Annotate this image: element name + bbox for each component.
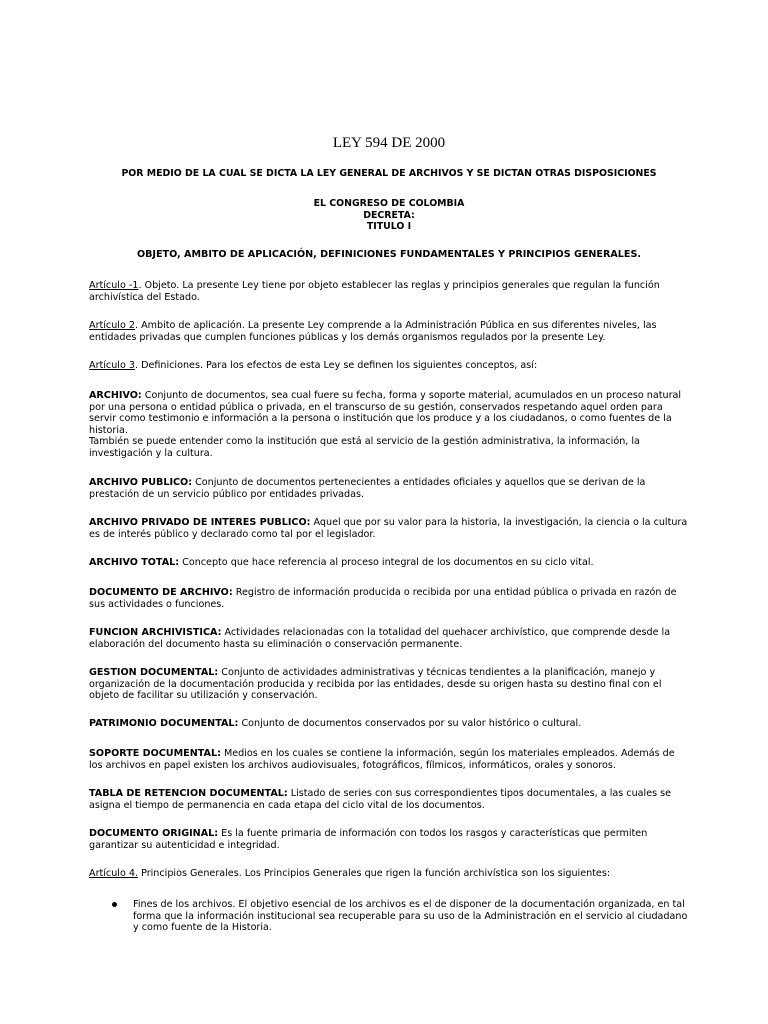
article-3-label: Artículo 3 — [89, 360, 135, 371]
definition-archivo-privado — [89, 517, 689, 540]
article-1-text: . Objeto. La presente Ley tiene por objeto establecer las reglas y principios generales que regulan la función archivística del Estado. — [89, 280, 660, 303]
definition-extra: También se puede entender como la institución que está al servicio de la gestión administrativa, la información, la investigación y la cultura. — [89, 436, 640, 459]
article-4 — [89, 868, 689, 880]
definition-term: PATRIMONIO DOCUMENTAL: — [89, 718, 239, 729]
article-3 — [89, 360, 689, 372]
decree-line-titulo: TITULO I — [366, 221, 412, 232]
definition-term: DOCUMENTO ORIGINAL: — [89, 828, 219, 839]
definition-archivo-total — [89, 557, 689, 569]
definition-term: FUNCION ARCHIVISTICA: — [89, 627, 222, 638]
definition-text: Aquel que por su valor para la historia, la investigación, la ciencia o la cultura es de interés público y declarado como tal por el legislador. — [89, 517, 688, 540]
definition-gestion-documental — [89, 667, 689, 702]
article-4-text: Principios Generales. Los Principios Generales que rigen la función archivística son los siguientes: — [138, 868, 611, 879]
article-1 — [89, 280, 689, 303]
definition-text: Actividades relacionadas con la totalidad del quehacer archivístico, que comprende desde la elaboración del documento hasta su eliminación o conservación permanente. — [89, 627, 671, 650]
definition-tabla-retencion — [89, 788, 689, 811]
definition-term: GESTION DOCUMENTAL: — [89, 667, 219, 678]
definition-text: Es la fuente primaria de información con todos los rasgos y características que permiten garantizar su autenticidad e integridad. — [89, 828, 648, 851]
definition-archivo-publico — [89, 477, 689, 500]
article-4-label: Artículo 4. — [89, 868, 139, 879]
decree-line-decreta: DECRETA: — [363, 209, 415, 221]
article-2 — [89, 320, 689, 343]
definition-text: Concepto que hace referencia al proceso integral de los documentos en su ciclo vital. — [179, 557, 594, 568]
definition-text: Conjunto de documentos pertenecientes a entidades oficiales y aquellos que se derivan de la prestación de un servicio público por entidades privadas. — [89, 477, 646, 500]
article-3-text: . Definiciones. Para los efectos de esta Ley se definen los siguientes conceptos, así: — [134, 360, 538, 371]
principles-list — [89, 899, 689, 934]
definition-text: Conjunto de actividades administrativas y técnicas tendientes a la planificación, manejo y organización de la documentación producida y recibida por las entidades, desde su origen hasta su destino final con el objeto de facilitar su utilización y conservación. — [89, 667, 662, 702]
definition-text: Conjunto de documentos conservados por su valor histórico o cultural. — [238, 718, 582, 729]
decree-block — [89, 198, 689, 233]
definition-funcion-archivistica — [89, 627, 689, 650]
definition-text: Registro de información producida o recibida por una entidad pública o privada en razón de sus actividades o funciones. — [89, 587, 677, 610]
definition-documento-original — [89, 828, 689, 851]
definition-term: SOPORTE DOCUMENTAL: — [89, 748, 221, 759]
definition-term: ARCHIVO: — [89, 390, 142, 401]
article-2-label: Artículo 2 — [89, 320, 135, 331]
list-item — [89, 899, 689, 934]
definition-term: ARCHIVO PRIVADO DE INTERES PUBLICO: — [89, 517, 311, 528]
principle-text: Fines de los archivos. El objetivo esencial de los archivos es el de disponer de la documentación organizada, en tal forma que la información institucional sea recuperable para su uso de la Administración en el servicio al ciudadano y como fuente de la Historia. — [133, 899, 688, 934]
definition-term: TABLA DE RETENCION DOCUMENTAL: — [89, 788, 288, 799]
definition-term: ARCHIVO TOTAL: — [89, 557, 180, 568]
article-1-label: Artículo -1 — [89, 280, 139, 291]
article-2-text: . Ambito de aplicación. La presente Ley comprende a la Administración Pública en sus diferentes niveles, las entidades privadas que cumplen funciones públicas y los demás organismos regulados por la presente Ley. — [89, 320, 657, 343]
definition-patrimonio-documental — [89, 718, 689, 730]
law-subtitle: POR MEDIO DE LA CUAL SE DICTA LA LEY GENERAL DE ARCHIVOS Y SE DICTAN OTRAS DISPOSICIONES — [121, 168, 657, 179]
decree-line-congress: EL CONGRESO DE COLOMBIA — [313, 198, 465, 209]
law-title: LEY 594 DE 2000 — [332, 135, 446, 151]
section-heading: OBJETO, AMBITO DE APLICACIÓN, DEFINICIONES FUNDAMENTALES Y PRINCIPIOS GENERALES. — [136, 249, 642, 260]
definition-term: ARCHIVO PUBLICO: — [89, 477, 193, 488]
definition-text: Listado de series con sus correspondientes tipos documentales, a las cuales se asigna el tiempo de permanencia en cada etapa del ciclo vital de los documentos. — [89, 788, 672, 811]
bullet-icon — [112, 902, 117, 907]
definition-term: DOCUMENTO DE ARCHIVO: — [89, 587, 233, 598]
definition-archivo — [89, 390, 689, 460]
definition-text: Medios en los cuales se contiene la información, según los materiales empleados. Además de los archivos en papel existen los archivos audiovisuales, fotográficos, fílmicos, informáticos, orales y sonoros. — [89, 748, 675, 771]
definition-text: Conjunto de documentos, sea cual fuere su fecha, forma y soporte material, acumulados en un proceso natural por una persona o entidad pública o privada, en el transcurso de su gestión, conservados respetando aquel orden para servir como testimonio e información a la persona o institución que los produce y a los ciudadanos, o como fuentes de la historia. — [89, 390, 682, 436]
definition-documento-archivo — [89, 587, 689, 610]
definition-soporte-documental — [89, 748, 689, 771]
